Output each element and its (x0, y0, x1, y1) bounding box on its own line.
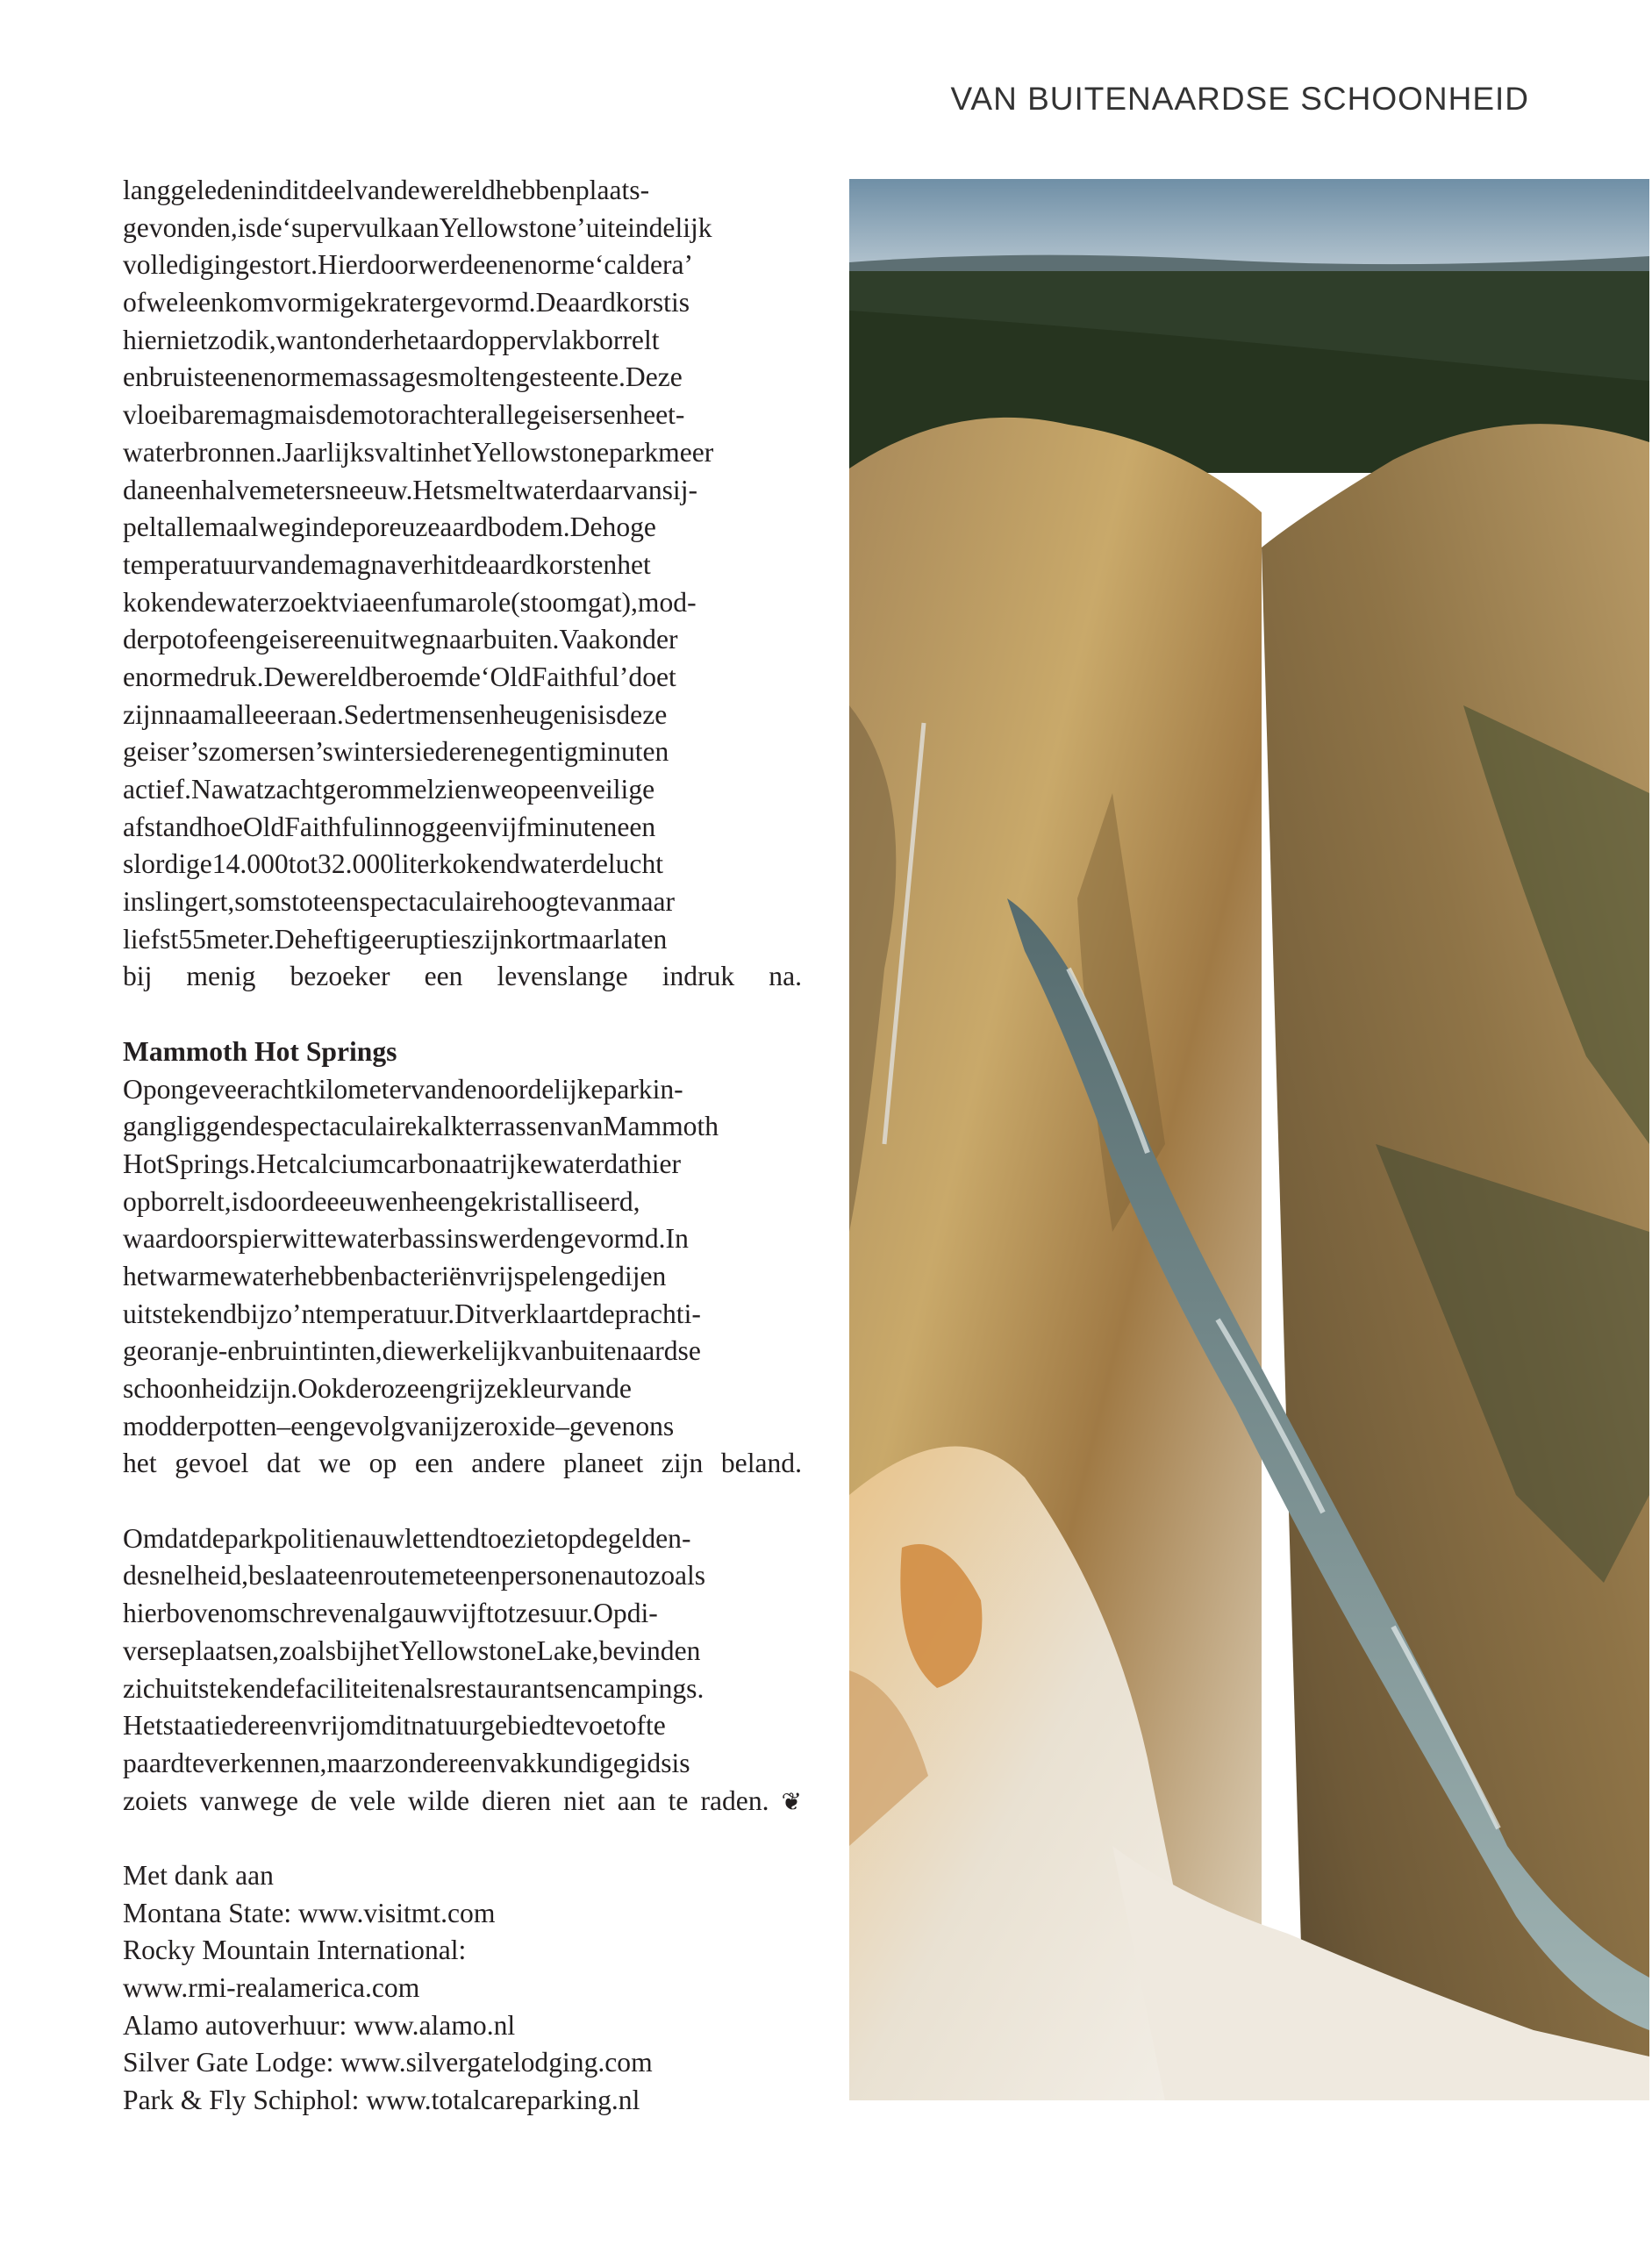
text-line: slordige14.000tot32.000literkokendwaterdelucht (123, 848, 664, 880)
text-line: enbruisteenenormemassagesmoltengesteente.Deze (123, 361, 683, 393)
paragraph-old-faithful (123, 172, 802, 996)
text-line: desnelheid,beslaateenroutemeteenpersonenautozoals (123, 1560, 706, 1592)
text-line: waterbronnen.JaarlijksvaltinhetYellowstoneparkmeer (123, 436, 714, 468)
text-line: hetwarmewaterhebbenbacteriënvrijspelengedijen (123, 1260, 667, 1291)
text-line: verseplaatsen,zoalsbijhetYellowstoneLake,bevinden (123, 1634, 701, 1666)
text-line: derpotofeengeisereenuitwegnaarbuiten.Vaakonder (123, 624, 678, 655)
credits-list (123, 1857, 802, 2120)
text-line: bij menig bezoeker een levenslange indruk na. (123, 961, 802, 992)
text-line: gangliggendespectaculairekalkterrassenvanMammoth (123, 1111, 719, 1142)
text-line: vloeibaremagmaisdemotorachterallegeisersenheet- (123, 399, 685, 431)
text-line: hierbovenomschrevenalgauwvijftotzesuur.Opdi- (123, 1598, 658, 1629)
end-mark-icon: ❦ (781, 1788, 802, 1816)
text-line: zijnnaamalleeeraan.Sedertmensenheugenisisdeze (123, 698, 668, 730)
text-line: enormedruk.Dewereldberoemde‘OldFaithful’doet (123, 661, 676, 692)
text-line: Opongeveerachtkilometervandenoordelijkeparkin- (123, 1073, 683, 1105)
text-line: gevonden,isde‘supervulkaanYellowstone’uiteindelijk (123, 211, 712, 243)
text-line: kokendewaterzoektviaeenfumarole(stoomgat),mod- (123, 586, 697, 618)
text-line: modderpotten–eengevolgvanijzeroxide–gevenons (123, 1410, 675, 1441)
text-line: inslingert,somstoteenspectaculairehoogtevanmaar (123, 886, 676, 918)
text-line: temperatuurvandemagnaverhitdeaardkorstenhet (123, 548, 651, 580)
text-line: HotSprings.Hetcalciumcarbonaatrijkewaterdathier (123, 1148, 682, 1179)
credit-line: www.rmi-realamerica.com (123, 1972, 420, 2003)
canyon-photo (849, 179, 1649, 2100)
text-line: zichuitstekendefaciliteitenalsrestaurantsencampings. (123, 1672, 704, 1704)
text-line: uitstekendbijzo’ntemperatuur.Ditverklaartdeprachti- (123, 1298, 701, 1329)
text-line: Hetstaatiedereenvrijomditnatuurgebiedtevoetofte (123, 1710, 666, 1742)
yellowstone-canyon-image (849, 179, 1649, 2100)
text-line: waardoorspierwittewaterbassinswerdengevormd.In (123, 1223, 689, 1255)
text-line: Omdatdeparkpolitienauwlettendtoezietopdegelden- (123, 1522, 691, 1554)
text-line: georanje-enbruintinten,diewerkelijkvanbuitenaardse (123, 1335, 701, 1367)
credit-line: Silver Gate Lodge: www.silvergatelodging.com (123, 2047, 653, 2078)
text-line: daneenhalvemetersneeuw.Hetsmeltwaterdaarvansij- (123, 474, 698, 505)
text-line: hiernietzodik,wantonderhetaardoppervlakborrelt (123, 324, 660, 355)
paragraph-park-route (123, 1520, 802, 1820)
credit-line: Montana State: www.visitmt.com (123, 1897, 496, 1928)
text-line: peltallemaalwegindeporeuzeaardbodem.Dehoge (123, 511, 656, 543)
running-head: VAN BUITENAARDSE SCHOONHEID (950, 81, 1529, 117)
paragraph-mammoth-hot-springs (123, 1071, 802, 1484)
text-line: paardteverkennen,maarzondereenvakkundigegidsis (123, 1747, 690, 1778)
article-text-column (123, 172, 802, 2120)
credit-line: Alamo autoverhuur: www.alamo.nl (123, 2009, 516, 2041)
text-line: actief.Nawatzachtgerommelzienweopeenveilige (123, 774, 655, 805)
credit-line: Park & Fly Schiphol: www.totalcareparking.nl (123, 2085, 640, 2116)
text-line: liefst55meter.Deheftigeeruptieszijnkortmaarlaten (123, 923, 668, 955)
credit-line: Met dank aan (123, 1859, 274, 1891)
text-line: opborrelt,isdoordeeeuwenheengekristalliseerd, (123, 1185, 640, 1217)
text-line: zoiets vanwege de vele wilde dieren niet aan te raden. ❦ (123, 1783, 802, 1820)
text-line: ofweleenkomvormigekratergevormd.Deaardkorstis (123, 287, 690, 318)
section-heading: Mammoth Hot Springs (123, 1035, 397, 1067)
text-line: volledigingestort.Hierdoorwerdeenenorme‘caldera’ (123, 249, 694, 281)
text-line: langgeledeninditdeelvandewereldhebbenplaats- (123, 175, 650, 205)
text-line: geiser’szomersen’swintersiederenegentigminuten (123, 736, 669, 768)
credit-line: Rocky Mountain International: (123, 1935, 467, 1966)
text-line: het gevoel dat we op een andere planeet zijn beland. (123, 1448, 802, 1479)
text-line: afstandhoeOldFaithfulinnoggeenvijfminuteneen (123, 811, 656, 842)
text-line: schoonheidzijn.Ookderozeengrijzekleurvande (123, 1373, 632, 1404)
